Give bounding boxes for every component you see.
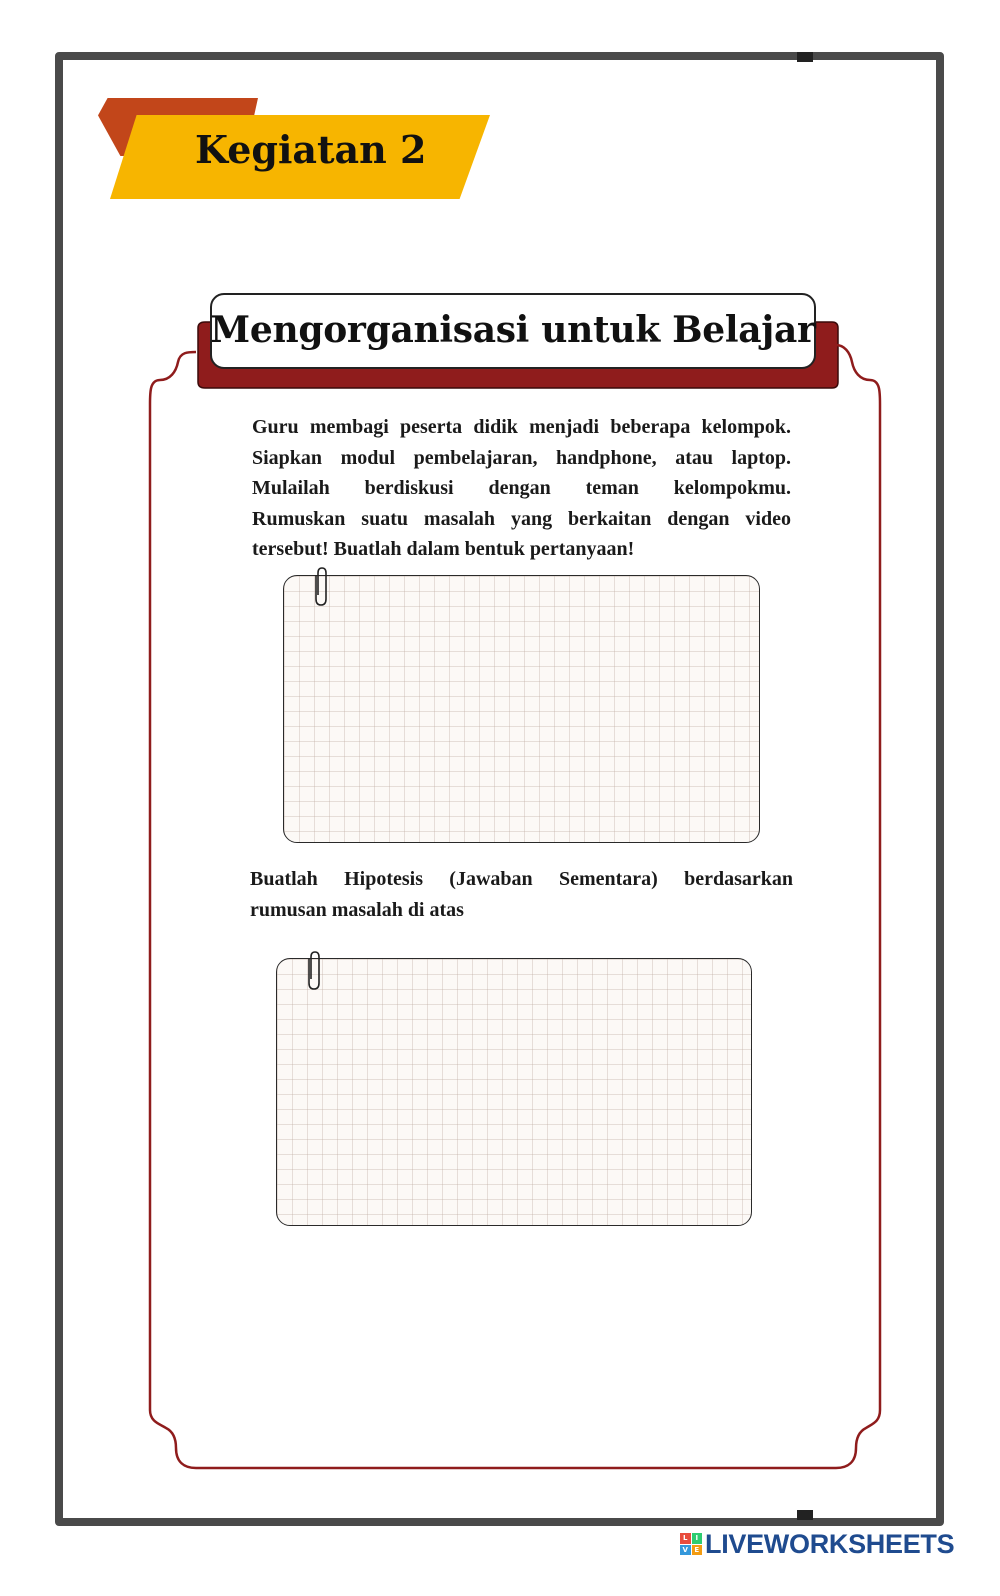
instruction-paragraph-2	[250, 864, 793, 925]
liveworksheets-brand	[680, 1528, 954, 1560]
instruction-line: Rumuskan suatu masalah yang berkaitan dengan video	[252, 507, 791, 530]
logo-letter: V	[680, 1545, 691, 1556]
paperclip-icon	[306, 949, 322, 991]
logo-letter: E	[692, 1545, 703, 1556]
instruction-line: tersebut! Buatlah dalam bentuk pertanyaan!	[252, 538, 635, 560]
instruction-line: Guru membagi peserta didik menjadi beberapa kelompok.	[252, 416, 791, 438]
instruction-line: Siapkan modul pembelajaran, handphone, atau laptop.	[252, 446, 791, 469]
activity-title: Kegiatan 2	[195, 127, 427, 172]
instruction-line: rumusan masalah di atas	[250, 898, 464, 921]
brand-name: LIVEWORKSHEETS	[705, 1528, 955, 1559]
instruction-line: Buatlah Hipotesis (Jawaban Sementara) berdasarkan	[250, 868, 793, 890]
instruction-line: Mulailah berdiskusi dengan teman kelompokmu.	[252, 477, 791, 499]
section-title: Mengorganisasi untuk Belajar	[210, 309, 816, 351]
logo-letter: L	[680, 1533, 691, 1544]
answer-box-hypothesis[interactable]	[276, 958, 752, 1226]
liveworksheets-logo-icon	[680, 1533, 702, 1555]
answer-box-problem[interactable]	[283, 575, 760, 843]
logo-letter: I	[692, 1533, 703, 1544]
instruction-paragraph-1	[252, 412, 791, 565]
paperclip-icon	[313, 565, 329, 607]
